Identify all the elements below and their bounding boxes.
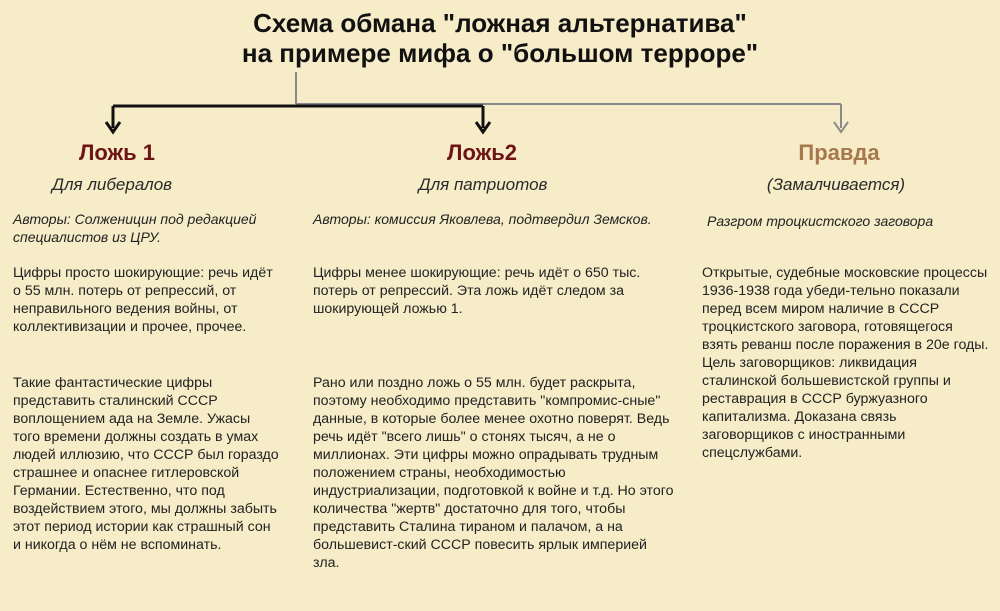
lie-1-paragraph-2: Такие фантастические цифры представить сталинский СССР воплощением ада на Земле. Ужасы того времени должны создать в умах людей иллюзию, что СССР был гораздо страшнее и опаснее гитлеровской Германии. Естественно, что под воздействием этого, мы должны забыть этот период истории как страшный сон и никогда о нём не вспоминать. — [13, 375, 279, 553]
lie-2-subheading: Для патриотов — [418, 175, 548, 194]
lie-1-heading: Ложь 1 — [78, 140, 156, 165]
lie-2-paragraph-2: Рано или поздно ложь о 55 млн. будет раскрыта, поэтому необходимо представить "компромис-сные" данные, в которые более менее охотно поверят. Ведь речь идёт "всего лишь" о стонях тысяч, а не о миллионах. Эти цифры можно опрадывать трудным положением страны, необходимостью индустриализации, подготовкой к войне и т.д. Но этого количества "жертв" достаточно для того, чтобы представить Сталина тираном и палачом, а на большевист-ский СССР повесить ярлык империей зла. — [313, 375, 674, 571]
truth-caption: Разгром троцкистского заговора — [707, 213, 934, 229]
truth-heading: Правда — [798, 140, 880, 165]
lie-1-authors: Авторы: Солженицин под редакцией специалистов из ЦРУ. — [13, 211, 257, 245]
diagram-title-line-1: Схема обмана "ложная альтернатива" — [253, 8, 747, 38]
truth-subheading: (Замалчивается) — [766, 175, 906, 194]
diagram-title-line-2: на примере мифа о "большом терроре" — [241, 38, 759, 68]
lie-1-paragraph-1: Цифры просто шокирующие: речь идёт о 55 млн. потерь от репрессий, от неправильного ведения войны, от коллективизации и прочее, прочее. — [13, 265, 273, 335]
lie-2-paragraph-1: Цифры менее шокирующие: речь идёт о 650 тыс. потерь от репрессий. Эта ложь идёт следом за шокирующей ложью 1. — [313, 265, 641, 317]
lie-2-authors: Авторы: комиссия Яковлева, подтвердил Земсков. — [313, 211, 652, 227]
lie-2-heading: Ложь2 — [447, 140, 517, 165]
truth-paragraph: Открытые, судебные московские процессы 1936-1938 года убеди-тельно показали перед всем миром наличие в СССР троцкистского заговора, готовящегося взять реванш после поражения в 20е годы. Цель заговорщиков: ликвидация сталинской большевистской группы и реставрация в СССР буржуазного капитализма. Доказана связь заговорщиков с иностранными спецслужбами. — [702, 265, 989, 461]
lie-1-subheading: Для либералов — [51, 175, 173, 194]
